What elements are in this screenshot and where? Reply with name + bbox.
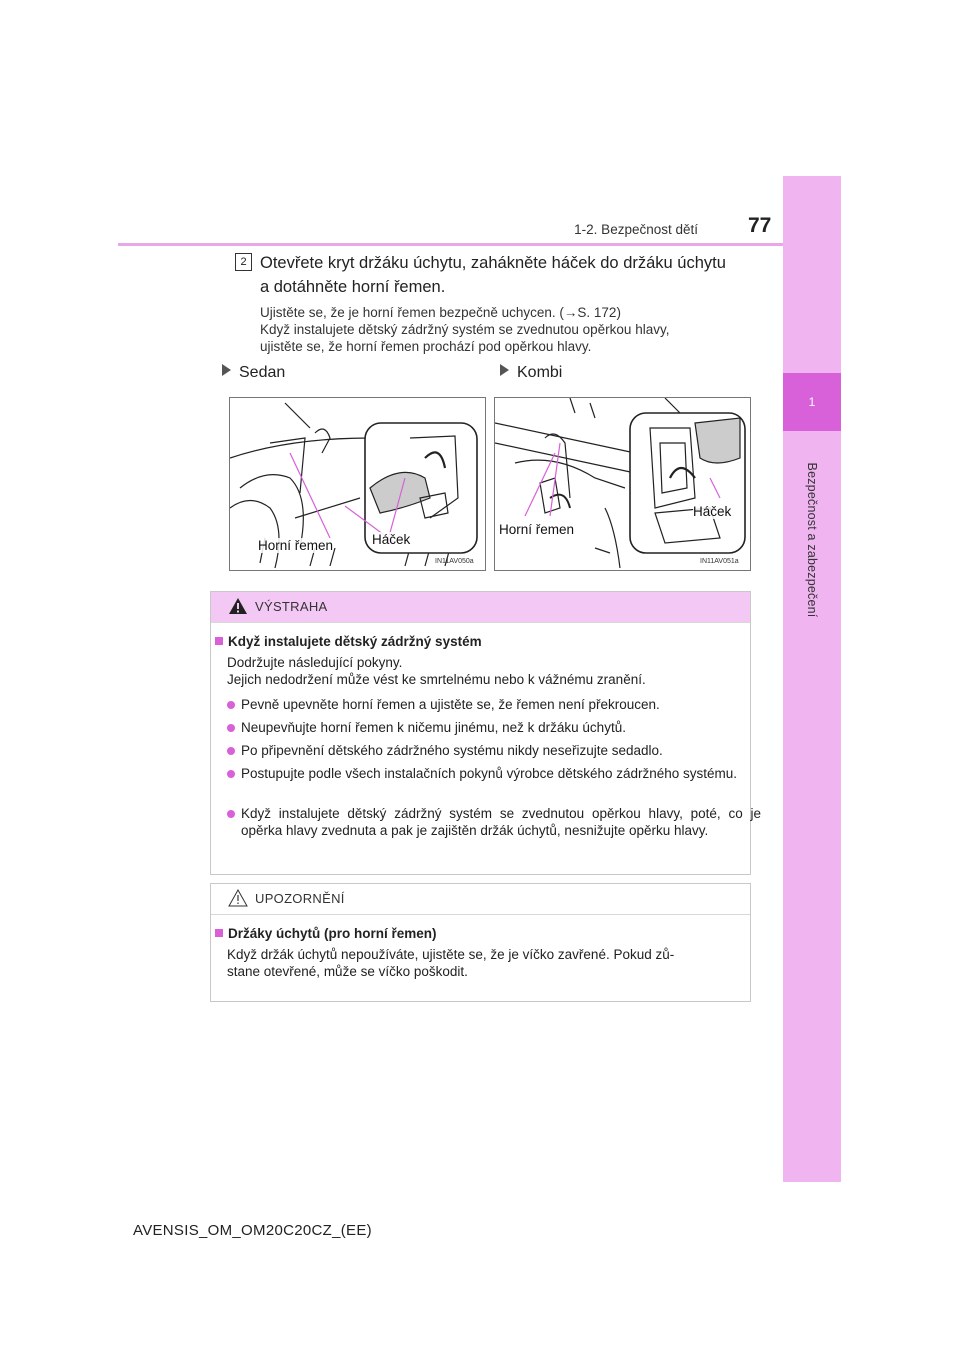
chapter-number-tab: 1: [783, 373, 841, 431]
round-bullet-icon: [227, 747, 235, 755]
warning-bullet: [227, 719, 747, 736]
section-title: 1-2. Bezpečnost dětí: [574, 222, 698, 237]
caption-text: Kombi: [517, 364, 563, 381]
warning-intro-line-2: Jejich nedodržení může vést ke smrtelnému nebo k vážnému zranění.: [227, 672, 646, 687]
header-rule: [118, 243, 783, 246]
step-note-line-2: Když instalujete dětský zádržný systém se zvednutou opěrkou hlavy,: [260, 322, 670, 337]
warning-header: [211, 592, 750, 623]
warning-bullet: [227, 805, 761, 839]
figure-code: IN11AV050a: [435, 558, 474, 565]
warning-bullet: [227, 696, 747, 713]
bullet-text: Neupevňujte horní řemen k ničemu jinému, než k držáku úchytů.: [241, 720, 626, 735]
figure-caption-sedan: [222, 364, 285, 382]
bullet-text: Po připevnění dětského zádržného systému nikdy neseřizujte sedadlo.: [241, 743, 663, 758]
warning-item-title-text: Když instalujete dětský zádržný systém: [228, 634, 482, 649]
bullet-text: Když instalujete dětský zádržný systém se zvednutou opěrkou hlavy, poté, co je opěrka hlavy zvednuta a pak je zajištěn držák úchytů, nesnižujte opěrku hlavy.: [241, 806, 761, 838]
figure-kombi: [494, 397, 751, 571]
caution-title: UPOZORNĚNÍ: [255, 891, 345, 906]
caution-triangle-icon: [228, 889, 248, 907]
warning-triangle-icon: [228, 597, 248, 615]
step-note-line-1: Ujistěte se, že je horní řemen bezpečně uchycen. (→S. 172): [260, 305, 621, 320]
caution-line-2: stane otevřené, může se víčko poškodit.: [227, 964, 468, 979]
chapter-title-vertical: Bezpečnost a zabezpečení: [805, 462, 819, 618]
figure-code: IN11AV051a: [700, 558, 739, 565]
side-tab: [783, 176, 841, 1182]
figure-caption-kombi: [500, 364, 562, 382]
page-number: 77: [748, 214, 772, 237]
round-bullet-icon: [227, 701, 235, 709]
round-bullet-icon: [227, 810, 235, 818]
square-bullet-icon: [215, 637, 223, 645]
label-hook: Háček: [372, 532, 411, 547]
caption-text: Sedan: [239, 364, 286, 381]
caution-item-title-text: Držáky úchytů (pro horní řemen): [228, 926, 437, 941]
document-code-footer: AVENSIS_OM_OM20C20CZ_(EE): [133, 1222, 372, 1239]
caution-header: [211, 884, 750, 915]
square-bullet-icon: [215, 929, 223, 937]
warning-bullet: [227, 765, 761, 782]
round-bullet-icon: [227, 724, 235, 732]
step-number-badge: 2: [235, 253, 252, 271]
caption-arrow-icon: [222, 364, 231, 376]
label-top-strap: Horní řemen: [499, 522, 575, 537]
round-bullet-icon: [227, 770, 235, 778]
caution-item-title: [215, 926, 437, 941]
warning-intro-line-1: Dodržujte následující pokyny.: [227, 655, 403, 670]
warning-item-title: [215, 634, 482, 649]
figure-sedan: [229, 397, 486, 571]
step-instruction-line-2: a dotáhněte horní řemen.: [260, 278, 446, 296]
warning-box: [210, 591, 761, 875]
bullet-text: Pevně upevněte horní řemen a ujistěte se, že řemen není překroucen.: [241, 697, 660, 712]
warning-title: VÝSTRAHA: [255, 599, 328, 614]
bullet-text: Postupujte podle všech instalačních pokynů výrobce dětského zádržného systému.: [241, 766, 738, 781]
kombi-tether-illustration: [495, 398, 750, 570]
caption-arrow-icon: [500, 364, 509, 376]
caution-box: [210, 883, 751, 1002]
label-top-strap: Horní řemen: [258, 538, 334, 553]
label-hook: Háček: [693, 504, 732, 519]
step-note-line-3: ujistěte se, že horní řemen prochází pod opěrkou hlavy.: [260, 339, 592, 354]
caution-line-1: Když držák úchytů nepoužíváte, ujistěte se, že je víčko zavřené. Pokud zů-: [227, 947, 675, 962]
step-instruction-line-1: Otevřete kryt držáku úchytu, zahákněte háček do držáku úchytu: [260, 254, 726, 272]
warning-bullet: [227, 742, 747, 759]
